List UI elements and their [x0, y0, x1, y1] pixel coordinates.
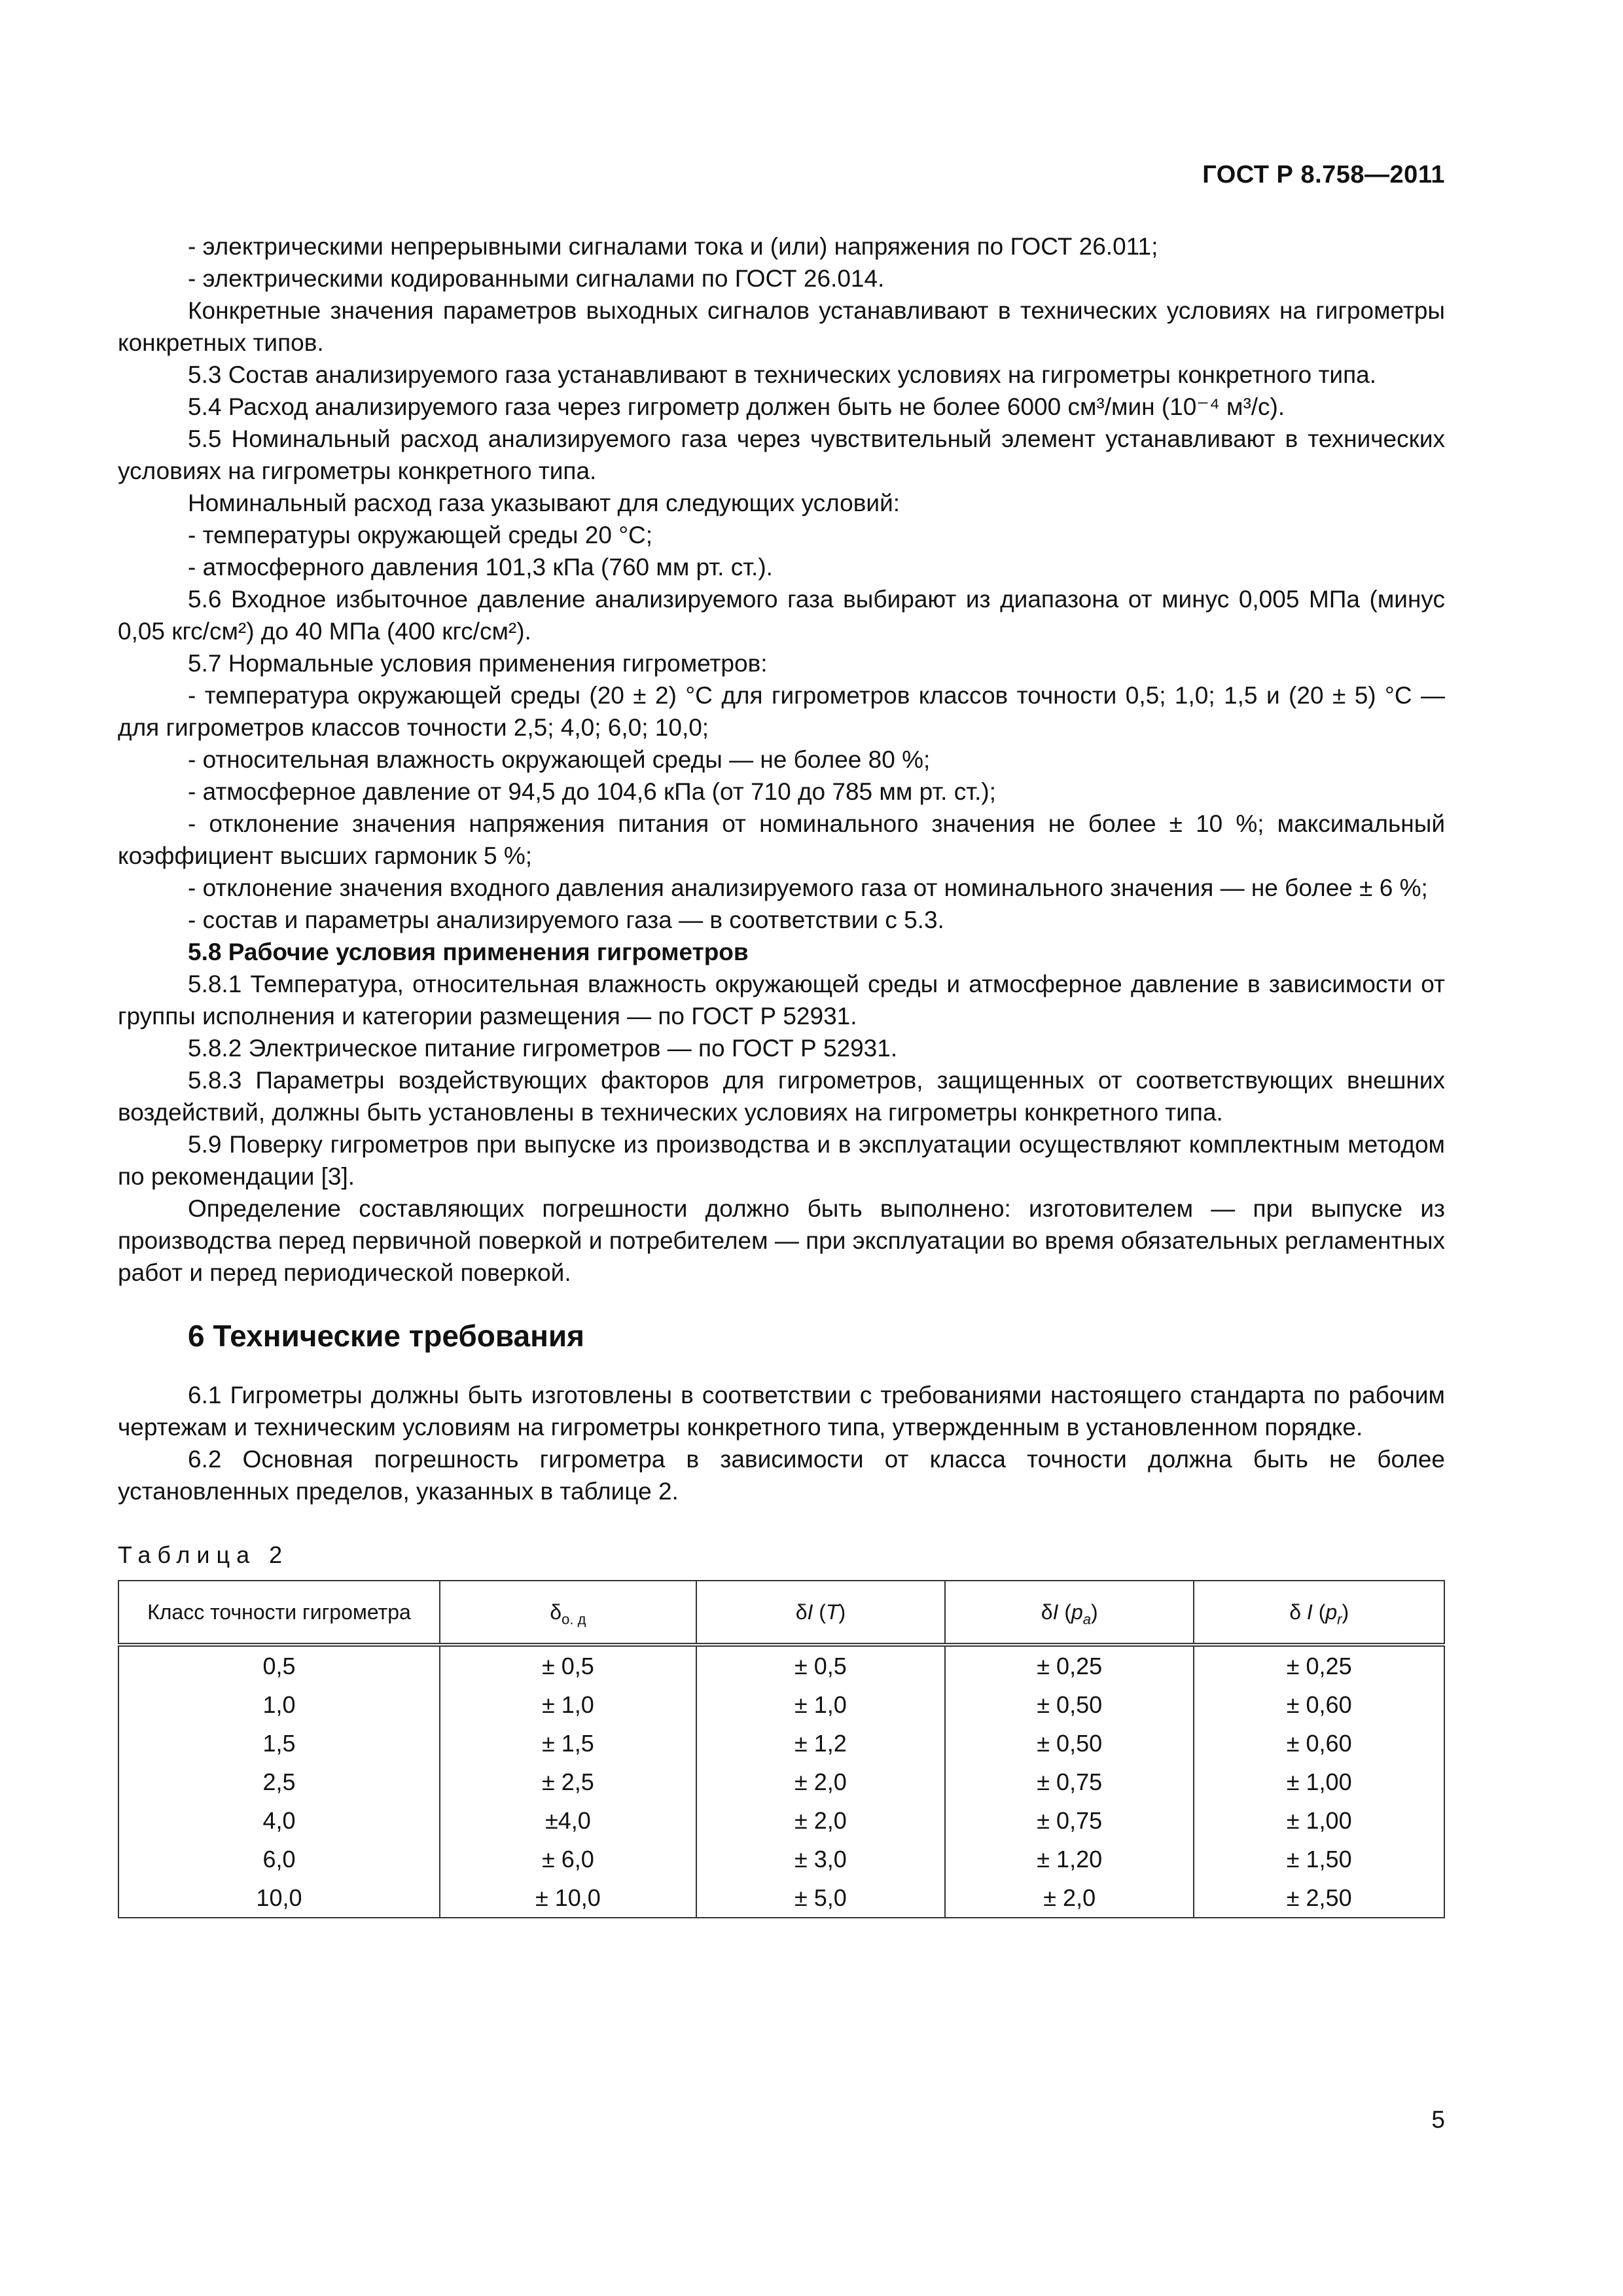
- table-cell: 0,5: [118, 1645, 440, 1685]
- table-row: [118, 1840, 1444, 1878]
- page-number: 5: [1431, 2106, 1445, 2133]
- paragraph: - температура окружающей среды (20 ± 2) °С для гигрометров классов точности 0,5; 1,0; 1,5 и (20 ± 5) °С — для гигрометров классов точности 2,5; 4,0; 6,0; 10,0;: [118, 682, 1445, 741]
- paragraph: Определение составляющих погрешности должно быть выполнено: изготовителем — при выпуске из производства перед первичной поверкой и потребителем — при эксплуатации во время обязательных регламентных работ и перед периодической поверкой.: [118, 1195, 1445, 1286]
- paragraph: 5.5 Номинальный расход анализируемого газа через чувствительный элемент устанавливают в технических условиях на гигрометры конкретного типа.: [118, 425, 1445, 484]
- table-cell: ± 0,60: [1194, 1724, 1444, 1763]
- table-cell: ± 5,0: [696, 1878, 945, 1918]
- table-cell: 1,5: [118, 1724, 440, 1763]
- table-cell: ± 0,50: [945, 1685, 1194, 1724]
- table-cell: 4,0: [118, 1801, 440, 1840]
- table-cell: ± 1,00: [1194, 1801, 1444, 1840]
- table-cell: ± 1,2: [696, 1724, 945, 1763]
- paragraph: - температуры окружающей среды 20 °С;: [188, 522, 653, 548]
- table-row: [118, 1685, 1444, 1724]
- paragraph-list: [118, 230, 1445, 1289]
- subsection-heading: 5.8 Рабочие условия применения гигрометров: [188, 939, 749, 965]
- paragraph: 5.6 Входное избыточное давление анализируемого газа выбирают из диапазона от минус 0,005 МПа (минус 0,05 кгс/см²) до 40 МПа (400 кгс/см²).: [118, 586, 1445, 645]
- header-delta-od: $\delta_{о. д}$: [440, 1581, 696, 1645]
- paragraph: - электрическими кодированными сигналами по ГОСТ 26.014.: [188, 265, 885, 292]
- table-row: [118, 1645, 1444, 1685]
- table-cell: ± 0,25: [945, 1645, 1194, 1685]
- header-delta-pa: δI $(p_a)$: [945, 1581, 1194, 1645]
- paragraph: 6.2 Основная погрешность гигрометра в зависимости от класса точности должна быть не более установленных пределов, указанных в таблице 2.: [118, 1446, 1445, 1505]
- header-accuracy-class: Класс точности гигрометра: [118, 1581, 440, 1645]
- table-cell: 10,0: [118, 1878, 440, 1918]
- paragraph: Конкретные значения параметров выходных сигналов устанавливают в технических условиях на гигрометры конкретных типов.: [118, 297, 1445, 356]
- paragraph: 5.9 Поверку гигрометров при выпуске из производства и в эксплуатации осуществляют комплектным методом по рекомендации [3].: [118, 1131, 1445, 1190]
- table-cell: ± 2,0: [696, 1763, 945, 1801]
- paragraph: 5.7 Нормальные условия применения гигрометров:: [188, 650, 768, 677]
- table-cell: ± 0,75: [945, 1801, 1194, 1840]
- paragraph: 5.4 Расход анализируемого газа через гигрометр должен быть не более 6000 см³/мин (10⁻⁴ м³/с).: [188, 393, 1285, 420]
- paragraph: Номинальный расход газа указывают для следующих условий:: [188, 490, 901, 516]
- table-cell: ± 0,5: [440, 1645, 696, 1685]
- section-6-paragraphs: [118, 1379, 1445, 1507]
- table-cell: ± 1,0: [696, 1685, 945, 1724]
- page-header: ГОСТ Р 8.758—2011: [1202, 161, 1445, 188]
- table-cell: ± 1,50: [1194, 1840, 1444, 1878]
- paragraph: - отклонение значения напряжения питания от номинального значения не более ± 10 %; максимальный коэффициент высших гармоник 5 %;: [118, 810, 1445, 869]
- table-header-row: [118, 1581, 1444, 1645]
- table-cell: ± 1,00: [1194, 1763, 1444, 1801]
- table-cell: 6,0: [118, 1840, 440, 1878]
- table-cell: ± 2,50: [1194, 1878, 1444, 1918]
- table-cell: ± 2,5: [440, 1763, 696, 1801]
- paragraph: 5.8.3 Параметры воздействующих факторов для гигрометров, защищенных от соответствующих внешних воздействий, должны быть установлены в технических условиях на гигрометры конкретного типа.: [118, 1067, 1445, 1126]
- table-row: [118, 1801, 1444, 1840]
- table-row: [118, 1878, 1444, 1918]
- paragraph: - отклонение значения входного давления анализируемого газа от номинального значения — не более ± 6 %;: [188, 874, 1428, 901]
- paragraph: - атмосферное давление от 94,5 до 104,6 кПа (от 710 до 785 мм рт. ст.);: [188, 778, 996, 805]
- table-cell: ±4,0: [440, 1801, 696, 1840]
- table-cell: ± 1,20: [945, 1840, 1194, 1878]
- table-row: [118, 1763, 1444, 1801]
- table-caption: Таблица 2: [118, 1541, 289, 1568]
- section-heading: 6 Технические требования: [188, 1319, 584, 1353]
- paragraph: 5.3 Состав анализируемого газа устанавливают в технических условиях на гигрометры конкретного типа.: [188, 361, 1376, 388]
- table-cell: ± 3,0: [696, 1840, 945, 1878]
- paragraph: - относительная влажность окружающей среды — не более 80 %;: [188, 746, 931, 773]
- table-cell: 1,0: [118, 1685, 440, 1724]
- paragraph: - атмосферного давления 101,3 кПа (760 мм рт. ст.).: [188, 554, 773, 581]
- table-cell: ± 0,75: [945, 1763, 1194, 1801]
- table-cell: ± 6,0: [440, 1840, 696, 1878]
- header-delta-pr: δ I $(p_r)$: [1194, 1581, 1444, 1645]
- header-delta-t: δI (T): [696, 1581, 945, 1645]
- document-body: [118, 230, 1445, 1918]
- table-cell: ± 2,0: [696, 1801, 945, 1840]
- table-cell: ± 2,0: [945, 1878, 1194, 1918]
- table-cell: ± 0,25: [1194, 1645, 1444, 1685]
- table-cell: ± 1,0: [440, 1685, 696, 1724]
- paragraph: 5.8.2 Электрическое питание гигрометров — по ГОСТ Р 52931.: [188, 1035, 898, 1062]
- paragraph: 6.1 Гигрометры должны быть изготовлены в соответствии с требованиями настоящего стандарта по рабочим чертежам и техническим условиям на гигрометры конкретного типа, утвержденным в установленном порядке.: [118, 1382, 1445, 1441]
- accuracy-table: [118, 1580, 1445, 1918]
- table-cell: ± 0,50: [945, 1724, 1194, 1763]
- table-cell: ± 0,60: [1194, 1685, 1444, 1724]
- paragraph: 5.8.1 Температура, относительная влажность окружающей среды и атмосферное давление в зависимости от группы исполнения и категории размещения — по ГОСТ Р 52931.: [118, 971, 1445, 1030]
- table-cell: ± 0,5: [696, 1645, 945, 1685]
- table-cell: 2,5: [118, 1763, 440, 1801]
- table-cell: ± 10,0: [440, 1878, 696, 1918]
- paragraph: - состав и параметры анализируемого газа — в соответствии с 5.3.: [188, 906, 944, 933]
- table-row: [118, 1724, 1444, 1763]
- paragraph: - электрическими непрерывными сигналами тока и (или) напряжения по ГОСТ 26.011;: [188, 233, 1158, 260]
- table-cell: ± 1,5: [440, 1724, 696, 1763]
